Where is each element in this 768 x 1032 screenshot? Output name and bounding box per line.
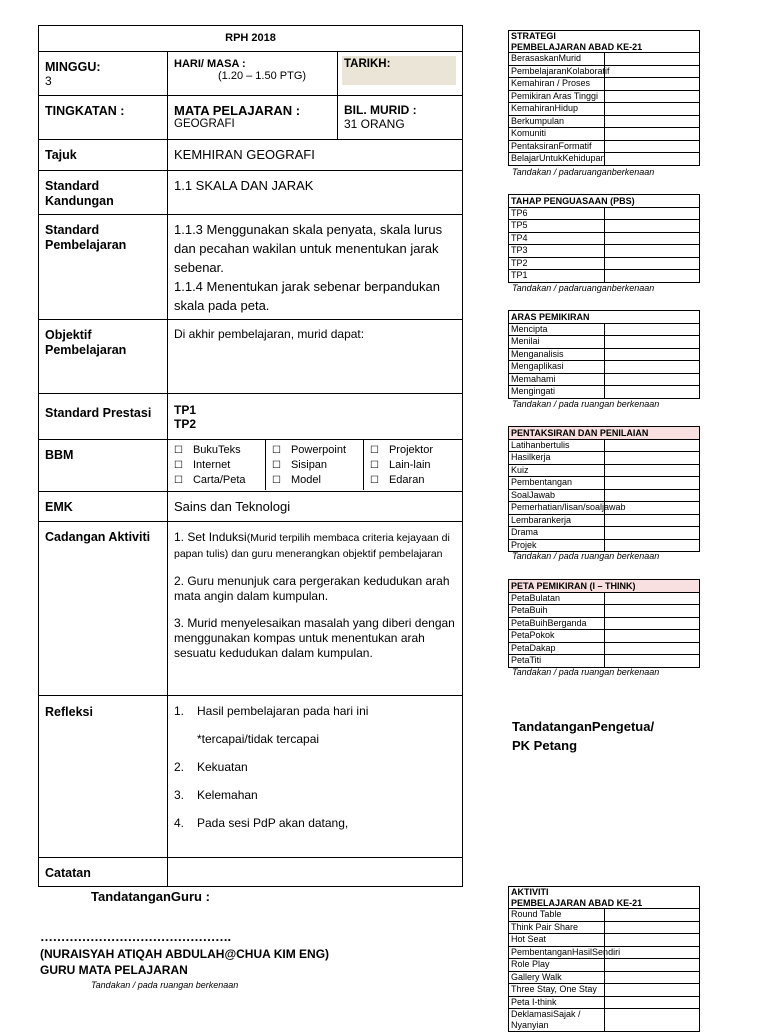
strategi-checkbox[interactable] bbox=[604, 65, 700, 78]
bbm-option-label: Lain-lain bbox=[388, 459, 431, 471]
checkbox-icon[interactable]: ☐ bbox=[272, 445, 281, 456]
rph-table bbox=[38, 25, 463, 887]
bottom-note: Tandakan / pada ruangan berkenaan bbox=[91, 980, 239, 990]
aras-item-label: Menilai bbox=[509, 336, 605, 349]
tahap-row bbox=[509, 257, 700, 270]
peta-item-label: PetaPokok bbox=[509, 630, 605, 643]
aktiviti-item-2: 2. Guru menunjuk cara pergerakan kedudukan arah mata angin dalam kumpulan. bbox=[174, 574, 450, 603]
pentaksiran-row bbox=[509, 452, 700, 465]
strategi-item-label: KemahiranHidup bbox=[509, 103, 605, 116]
aras-checkbox[interactable] bbox=[604, 361, 700, 374]
peta-item-label: PetaTiti bbox=[509, 655, 605, 668]
bbm-option-label: Edaran bbox=[388, 474, 425, 486]
refleksi-item: 2. Kekuatan bbox=[174, 760, 248, 774]
pentaksiran-checkbox[interactable] bbox=[604, 527, 700, 540]
rph-title: RPH 2018 bbox=[39, 26, 463, 52]
aras-row bbox=[509, 336, 700, 349]
guru-signature-label: TandatanganGuru : bbox=[91, 889, 210, 904]
aktiviti-row bbox=[509, 984, 700, 997]
refleksi-cell bbox=[168, 696, 463, 858]
hari-cell bbox=[168, 52, 338, 96]
peta-checkbox[interactable] bbox=[604, 605, 700, 618]
sk-label: Standard Kandungan bbox=[39, 171, 168, 215]
aktiviti-label: Cadangan Aktiviti bbox=[39, 522, 168, 696]
aktiviti-checkbox[interactable] bbox=[604, 934, 700, 947]
bbm-label: BBM bbox=[39, 440, 168, 492]
aras-row bbox=[509, 373, 700, 386]
aras-row bbox=[509, 361, 700, 374]
aktiviti-abad-heading: AKTIVITI PEMBELAJARAN ABAD KE-21 bbox=[509, 887, 700, 909]
peta-row bbox=[509, 592, 700, 605]
strategi-checkbox[interactable] bbox=[604, 90, 700, 103]
pentaksiran-row bbox=[509, 464, 700, 477]
bbm-option-label: Projektor bbox=[388, 444, 433, 456]
tarikh-cell bbox=[338, 52, 463, 96]
pengetua-signature bbox=[512, 717, 654, 755]
pentaksiran-heading: PENTAKSIRAN DAN PENILAIAN bbox=[509, 427, 700, 440]
tahap-row bbox=[509, 270, 700, 283]
subject-cell bbox=[168, 96, 338, 140]
strategi-note: Tandakan / padaruanganberkenaan bbox=[512, 167, 655, 177]
checkbox-icon[interactable]: ☐ bbox=[174, 460, 183, 471]
emk-label: EMK bbox=[39, 492, 168, 522]
sp-cell bbox=[168, 215, 463, 320]
tahap-row bbox=[509, 232, 700, 245]
pentaksiran-item-label: Hasilkerja bbox=[509, 452, 605, 465]
aktiviti-row bbox=[509, 971, 700, 984]
strategi-row bbox=[509, 65, 700, 78]
peta-checkbox[interactable] bbox=[604, 592, 700, 605]
strategi-row bbox=[509, 153, 700, 166]
pentaksiran-row bbox=[509, 539, 700, 552]
aras-checkbox[interactable] bbox=[604, 336, 700, 349]
pengetua-line-1: TandatanganPengetua/ bbox=[512, 719, 655, 734]
peta-checkbox[interactable] bbox=[604, 630, 700, 643]
bbm-option[interactable] bbox=[272, 443, 357, 458]
strategi-item-label: PembelajaranKolaboratif bbox=[509, 65, 605, 78]
bbm-option[interactable] bbox=[272, 458, 357, 473]
pentaksiran-row bbox=[509, 514, 700, 527]
bbm-option[interactable] bbox=[174, 443, 259, 458]
pentaksiran-checkbox[interactable] bbox=[604, 539, 700, 552]
pentaksiran-item-label: Lembarankerja bbox=[509, 514, 605, 527]
aktiviti-row bbox=[509, 946, 700, 959]
pentaksiran-item-label: Drama bbox=[509, 527, 605, 540]
aktiviti-item-label: Round Table bbox=[509, 909, 605, 922]
aktiviti-checkbox[interactable] bbox=[604, 971, 700, 984]
strategi-checkbox[interactable] bbox=[604, 153, 700, 166]
tahap-row bbox=[509, 220, 700, 233]
pentaksiran-item-label: Pemerhatian/lisan/soaljawab bbox=[509, 502, 605, 515]
strategi-item-label: BerasaskanMurid bbox=[509, 53, 605, 66]
checkbox-icon[interactable]: ☐ bbox=[272, 460, 281, 471]
tahap-row bbox=[509, 207, 700, 220]
aras-item-label: Mengingati bbox=[509, 386, 605, 399]
aktiviti-checkbox[interactable] bbox=[604, 921, 700, 934]
bbm-option-label: Powerpoint bbox=[290, 444, 347, 456]
bbm-col-1 bbox=[168, 440, 265, 490]
aktiviti-checkbox[interactable] bbox=[604, 996, 700, 1009]
checkbox-icon[interactable]: ☐ bbox=[174, 445, 183, 456]
checkbox-icon[interactable]: ☐ bbox=[174, 475, 183, 486]
teacher-block bbox=[40, 946, 329, 978]
pentaksiran-checkbox[interactable] bbox=[604, 464, 700, 477]
aras-row bbox=[509, 386, 700, 399]
prestasi-label: Standard Prestasi bbox=[39, 394, 168, 440]
pentaksiran-item-label: Projek bbox=[509, 539, 605, 552]
strategi-checkbox[interactable] bbox=[604, 115, 700, 128]
bbm-option-label: Carta/Peta bbox=[192, 474, 246, 486]
refleksi-item: 4. Pada sesi PdP akan datang, bbox=[174, 816, 349, 830]
checkbox-icon[interactable]: ☐ bbox=[370, 445, 379, 456]
aktiviti-cell bbox=[168, 522, 463, 696]
pentaksiran-row bbox=[509, 489, 700, 502]
tahap-item-label: TP3 bbox=[509, 245, 605, 258]
tahap-item-label: TP5 bbox=[509, 220, 605, 233]
murid-value: 31 ORANG bbox=[344, 117, 405, 131]
aktiviti-row bbox=[509, 921, 700, 934]
pentaksiran-row bbox=[509, 439, 700, 452]
catatan-label: Catatan bbox=[39, 858, 168, 887]
objektif-value: Di akhir pembelajaran, murid dapat: bbox=[168, 320, 463, 394]
pentaksiran-row bbox=[509, 527, 700, 540]
aktiviti-item-label: Peta I-think bbox=[509, 996, 605, 1009]
peta-row bbox=[509, 605, 700, 618]
tahap-checkbox[interactable] bbox=[604, 257, 700, 270]
peta-item-label: PetaBulatan bbox=[509, 592, 605, 605]
strategi-row bbox=[509, 90, 700, 103]
peta-row bbox=[509, 630, 700, 643]
refleksi-list bbox=[174, 704, 456, 830]
peta-table bbox=[508, 579, 700, 668]
tahap-checkbox[interactable] bbox=[604, 220, 700, 233]
tahap-checkbox[interactable] bbox=[604, 232, 700, 245]
tarikh-label: TARIKH: bbox=[344, 58, 391, 70]
strategi-checkbox[interactable] bbox=[604, 53, 700, 66]
bbm-option-label: BukuTeks bbox=[192, 444, 241, 456]
peta-row bbox=[509, 642, 700, 655]
pentaksiran-checkbox[interactable] bbox=[604, 489, 700, 502]
strategi-checkbox[interactable] bbox=[604, 78, 700, 91]
tahap-item-label: TP4 bbox=[509, 232, 605, 245]
sp-label: Standard Pembelajaran bbox=[39, 215, 168, 320]
peta-item-label: PetaBuihBerganda bbox=[509, 617, 605, 630]
aras-checkbox[interactable] bbox=[604, 386, 700, 399]
tajuk-label: Tajuk bbox=[39, 140, 168, 171]
pentaksiran-checkbox[interactable] bbox=[604, 477, 700, 490]
aras-item-label: Memahami bbox=[509, 373, 605, 386]
bbm-option-label: Internet bbox=[192, 459, 231, 471]
prestasi-tp1: TP1 bbox=[174, 403, 197, 417]
pentaksiran-row bbox=[509, 477, 700, 490]
aras-table bbox=[508, 310, 700, 399]
aktiviti-1-detail: (Murid terpilih membaca criteria kejayaan di papan tulis) dan guru menerangkan objektif pembelajaran bbox=[174, 532, 450, 560]
refleksi-label: Refleksi bbox=[39, 696, 168, 858]
aktiviti-row bbox=[509, 909, 700, 922]
pentaksiran-checkbox[interactable] bbox=[604, 514, 700, 527]
murid-label: BIL. MURID : bbox=[344, 103, 417, 117]
signature-line: ………………………………………. bbox=[40, 929, 231, 944]
bbm-option[interactable] bbox=[174, 458, 259, 473]
pentaksiran-note: Tandakan / pada ruangan berkenaan bbox=[512, 551, 660, 561]
aktiviti-checkbox[interactable] bbox=[604, 909, 700, 922]
strategi-row bbox=[509, 103, 700, 116]
hari-value: (1.20 – 1.50 PTG) bbox=[218, 70, 307, 82]
tahap-table bbox=[508, 194, 700, 283]
peta-row bbox=[509, 655, 700, 668]
pengetua-line-2: PK Petang bbox=[512, 738, 578, 753]
strategi-row bbox=[509, 53, 700, 66]
bbm-option[interactable] bbox=[370, 443, 456, 458]
strategi-item-label: PentaksiranFormatif bbox=[509, 140, 605, 153]
strategi-table bbox=[508, 30, 700, 166]
tahap-note: Tandakan / padaruanganberkenaan bbox=[512, 283, 655, 293]
aktiviti-item-1 bbox=[174, 530, 456, 562]
aktiviti-item-label: Role Play bbox=[509, 959, 605, 972]
tahap-checkbox[interactable] bbox=[604, 207, 700, 220]
aktiviti-row bbox=[509, 1009, 700, 1032]
peta-checkbox[interactable] bbox=[604, 617, 700, 630]
strategi-item-label: BelajarUntukKehidupan bbox=[509, 153, 605, 166]
objektif-label: Objektif Pembelajaran bbox=[39, 320, 168, 394]
bbm-option[interactable] bbox=[174, 473, 259, 488]
aras-checkbox[interactable] bbox=[604, 348, 700, 361]
strategi-checkbox[interactable] bbox=[604, 103, 700, 116]
tahap-heading: TAHAP PENGUASAAN (PBS) bbox=[509, 195, 700, 208]
pentaksiran-item-label: Latihanbertulis bbox=[509, 439, 605, 452]
minggu-value: 3 bbox=[45, 74, 52, 88]
sp-value-1: 1.1.3 Menggunakan skala penyata, skala lurus dan pecahan wakilan untuk menentukan jarak sebenar. bbox=[174, 222, 443, 275]
peta-heading: PETA PEMIKIRAN (I – THINK) bbox=[509, 580, 700, 593]
aktiviti-checkbox[interactable] bbox=[604, 984, 700, 997]
bbm-option-label: Model bbox=[290, 474, 321, 486]
tahap-item-label: TP2 bbox=[509, 257, 605, 270]
aktiviti-item-label: Three Stay, One Stay bbox=[509, 984, 605, 997]
peta-row bbox=[509, 617, 700, 630]
aras-item-label: Mencipta bbox=[509, 323, 605, 336]
bbm-option[interactable] bbox=[370, 473, 456, 488]
teacher-title: GURU MATA PELAJARAN bbox=[40, 963, 188, 977]
aras-heading: ARAS PEMIKIRAN bbox=[509, 311, 700, 324]
aktiviti-row bbox=[509, 996, 700, 1009]
bbm-col-3 bbox=[363, 440, 462, 490]
aktiviti-item-label: PembentanganHasilSendiri bbox=[509, 946, 605, 959]
checkbox-icon[interactable]: ☐ bbox=[370, 475, 379, 486]
tajuk-value: KEMHIRAN GEOGRAFI bbox=[168, 140, 463, 171]
tahap-checkbox[interactable] bbox=[604, 270, 700, 283]
pentaksiran-item-label: Pembentangan bbox=[509, 477, 605, 490]
bbm-cell bbox=[168, 440, 463, 492]
pentaksiran-row bbox=[509, 502, 700, 515]
pentaksiran-item-label: SoalJawab bbox=[509, 489, 605, 502]
strategi-heading: STRATEGI PEMBELAJARAN ABAD KE-21 bbox=[509, 31, 700, 53]
subject-value: GEOGRAFI bbox=[174, 118, 235, 130]
aras-row bbox=[509, 348, 700, 361]
checkbox-icon[interactable]: ☐ bbox=[370, 460, 379, 471]
tahap-item-label: TP1 bbox=[509, 270, 605, 283]
teacher-name: (NURAISYAH ATIQAH ABDULAH@CHUA KIM ENG) bbox=[40, 947, 330, 961]
aras-item-label: Menganalisis bbox=[509, 348, 605, 361]
strategi-checkbox[interactable] bbox=[604, 140, 700, 153]
strategi-item-label: Pemikiran Aras Tinggi bbox=[509, 90, 605, 103]
strategi-item-label: Komuniti bbox=[509, 128, 605, 141]
strategi-item-label: Berkumpulan bbox=[509, 115, 605, 128]
emk-value: Sains dan Teknologi bbox=[168, 492, 463, 522]
hari-label: HARI/ MASA : bbox=[174, 58, 246, 70]
aras-row bbox=[509, 323, 700, 336]
strategi-row bbox=[509, 128, 700, 141]
peta-item-label: PetaDakap bbox=[509, 642, 605, 655]
aktiviti-item-label: Gallery Walk bbox=[509, 971, 605, 984]
aktiviti-item-label: DeklamasiSajak / Nyanyian bbox=[509, 1009, 605, 1032]
bbm-option[interactable] bbox=[272, 473, 357, 488]
aras-checkbox[interactable] bbox=[604, 323, 700, 336]
subject-label: MATA PELAJARAN : bbox=[174, 103, 301, 118]
refleksi-item: 1. Hasil pembelajaran pada hari ini bbox=[174, 704, 369, 718]
pentaksiran-item-label: Kuiz bbox=[509, 464, 605, 477]
peta-item-label: PetaBuih bbox=[509, 605, 605, 618]
pentaksiran-checkbox[interactable] bbox=[604, 452, 700, 465]
sp-value-2: 1.1.4 Menentukan jarak sebenar berpandukan skala pada peta. bbox=[174, 279, 440, 313]
strategi-row bbox=[509, 115, 700, 128]
strategi-row bbox=[509, 78, 700, 91]
bbm-option[interactable] bbox=[370, 458, 456, 473]
aktiviti-item-label: Hot Seat bbox=[509, 934, 605, 947]
strategi-item-label: Kemahiran / Proses bbox=[509, 78, 605, 91]
pentaksiran-table bbox=[508, 426, 700, 552]
refleksi-item: 3. Kelemahan bbox=[174, 788, 258, 802]
checkbox-icon[interactable]: ☐ bbox=[272, 475, 281, 486]
aras-item-label: Mengaplikasi bbox=[509, 361, 605, 374]
tingkatan-label: TINGKATAN : bbox=[39, 96, 168, 140]
aktiviti-abad-table bbox=[508, 886, 700, 1032]
prestasi-cell bbox=[168, 394, 463, 440]
aras-note: Tandakan / pada ruangan berkenaan bbox=[512, 399, 660, 409]
aras-checkbox[interactable] bbox=[604, 373, 700, 386]
strategi-checkbox[interactable] bbox=[604, 128, 700, 141]
aktiviti-item-label: Think Pair Share bbox=[509, 921, 605, 934]
tahap-checkbox[interactable] bbox=[604, 245, 700, 258]
aktiviti-row bbox=[509, 959, 700, 972]
murid-cell bbox=[338, 96, 463, 140]
bbm-option-label: Sisipan bbox=[290, 459, 328, 471]
minggu-label: MINGGU: bbox=[45, 60, 101, 74]
aktiviti-item-3: 3. Murid menyelesaikan masalah yang diberi dengan menggunakan kompas untuk menentukan arah sesuatu kedudukan dalam kumpulan. bbox=[174, 616, 455, 660]
sk-value: 1.1 SKALA DAN JARAK bbox=[168, 171, 463, 215]
catatan-value[interactable] bbox=[168, 858, 463, 887]
tarikh-field[interactable] bbox=[342, 56, 456, 85]
peta-note: Tandakan / pada ruangan berkenaan bbox=[512, 667, 660, 677]
pentaksiran-checkbox[interactable] bbox=[604, 439, 700, 452]
strategi-row bbox=[509, 140, 700, 153]
aktiviti-row bbox=[509, 934, 700, 947]
tahap-row bbox=[509, 245, 700, 258]
bbm-col-2 bbox=[265, 440, 363, 490]
peta-checkbox[interactable] bbox=[604, 655, 700, 668]
peta-checkbox[interactable] bbox=[604, 642, 700, 655]
aktiviti-1-title: 1. Set Induksi bbox=[174, 530, 247, 544]
prestasi-tp2: TP2 bbox=[174, 417, 197, 431]
aktiviti-checkbox[interactable] bbox=[604, 1009, 700, 1032]
refleksi-item: *tercapai/tidak tercapai bbox=[197, 732, 320, 746]
minggu-cell bbox=[39, 52, 168, 96]
tahap-item-label: TP6 bbox=[509, 207, 605, 220]
aktiviti-checkbox[interactable] bbox=[604, 959, 700, 972]
